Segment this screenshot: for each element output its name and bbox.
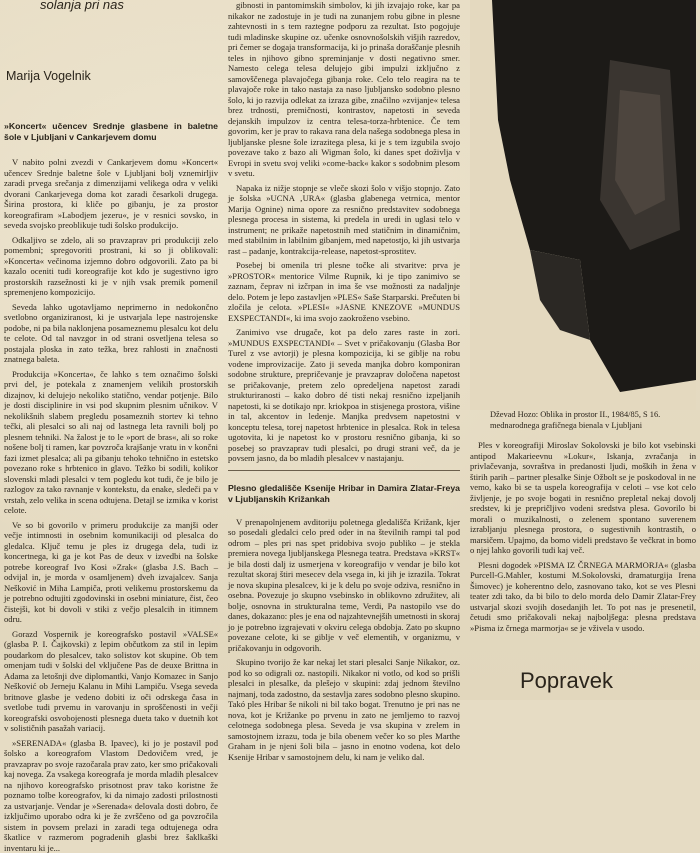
paragraph: Gorazd Vospernik je koreografsko postavil »VALSE« (glasba P. I. Čajkovski) z lepim občutkom za stil in lepim poudarkom do plesalcev, tako solistov kot skupine. Ob tem omenjam tudi v šolski del vključene Pas de deuxe Brittna in Adama za letošnji dve diplomantki, Vanjo Komazec in Sanjo Nešković ob Jerneju Kalanu in Mihi Lampiču. Vsega seveda britnove glasbe je vedeno dobiti iz oči odrskega časa in svetlobe tudi prvemu in varovanju in sproščenosti in večji koreografski osvobojenosti plesnega dueta tako v duetnih kot v solističnih pasažah variacij. (4, 629, 218, 734)
divider (228, 470, 460, 471)
column-3 (470, 440, 696, 670)
popravek-heading: Popravek (520, 668, 613, 694)
paragraph: V prenapolnjenem avditoriju poletnega gledališča Križank, kjer so posedali gledalci celo pred oder in na številnih rampi tal pod odrom – ples pri nas spet pridobiva svojo publiko – je stekla premiera novega ljubljanskega Plesnega teatra. Predstava »KRST« je bila dosti dalj iz usmerjena v koreografijo v vendar je bilo kot rezultat skoraj štiri mesecev dela vsega in, ki jih je izrazila. Tokrat je nova skupina plesalcev, ki je k delu po svoje odziva, resnično in osebna. Povezuje jo skupno vsebinsko in oblikovno združitev, ali bolje, osnovna in strukturalna teme, Verdi, Pa nastopilo vse do danes, dokazano: ples je ena od najzahtevnejših umetnosti in skoraj jo je potrebno izgrajevati v okviru celega obdobja. Zato po skupno povezane celote, ki se giblje v več elementih, v organizmu, v pričakovanju in odgovorih. (228, 517, 460, 654)
artwork-caption: Dževad Hozo: Oblika in prostor II., 1984/85, S 16. mednarodnega grafičnega bienala v Ljubljani (490, 410, 690, 431)
kicker-text: solanja pri nas (40, 0, 218, 11)
paragraph: Seveda lahko ugotavljamo neprimerno in nedokončno svetlobno organiziranost, ki je ustvarjala lepe nastrojenske podobe, ni pa bila naklonjena posameznemu plesalcu kot delu te celote. Od tal navzgor in od strani osvetljena telesa so postajala ploska in zato težka, brez rahlosti in značnosti znatnega baleta. (4, 302, 218, 365)
paragraph: gibnosti in pantomimskih simbolov, ki jih izvajajo roke, kar pa nikakor ne zadostuje in je tudi na zunanjem robu gibne in plesne zahtevnosti in s tem raztegne podporu za rezultat. Isto pogojuje tudi mladinske skupine oz. učenke osnovnošolskih višjih razredov, pri čemer se dogaja transformacija, ki jo prinaša doraščanje plesnih teles in njihovo gibno spreminjanje v dosti negativno smer. Namesto celega telesa delujejo gibi impulzi izključno z samovščenega plavajočega gibanja roke. Celo telo reagira na te plavajoče roke in tako nastaja za naso ljubljansko sodobno plesno šolo, ki jo razvija odlekat za izraza gibe, značilno »zvijanje« telesa brez trdnosti, premičnosti, kontrastov, napetosti in seveda dejanskih impulzov iz centra telesa-torza-hrbtenice. Če tem govorim, ker je prav to rakava rana dela našega sodobnega plesa in ljubljanske plesne šole izrazitega plesa, ki je s tem izgubila svojo povezave tako z bazo ali Wigman šolo, ki danes spet doživlja v Evropi in svetu svoj veliki »come-back« kakor s sodobnim plesom v svetu. (228, 0, 460, 179)
paragraph: Ples v koreografiji Miroslav Sokolovski je bilo kot vsebinski antipod Makarieevnu »Lokur«, Iskanja, zvračanja in privlačevanja, sovraštva in predanosti ljudi, moških in žena v štirih parih – partner plesalke Sinje Ožbolt se je poskodoval in ne vemo, kako bi se ta uspela koreografija v celoti – vse kot celo življenje, je po svoje bogati in resnično prepletal nekaj dovolj sredstev, ki je prepričljivo vodeni sredstva plesa. Govorilo bi morali o muzikalnosti, o zelenem spontano suverenem izrabljanju plesnega prostora, o sugestivnih kontrastih, o marsičem. Upajmo, da bomo videli predstavo še večkrat in bomo o njej lahko govorili tudi kaj več. (470, 440, 696, 556)
paragraph: »SERENADA« (glasba B. Ipavec), ki jo je postavil pod šolsko a koreografom Vlastom Dedovičem vred, je pravzaprav po svoje razočarala prav zato, ker smo pričakovali kaj novega. Za vsakega koreografa je morda mladih plesalcev na njihovo koreografsko prisotnost prav tako koristne že poznamo tolbe koreografov, ki da nimajo zadosti prilostnosti za ustvarjanje. Vendar je »Serenada« delovala dosti dobro, če izključimo uporabo odra ki je že zvrščeno od ga povzročila sistem in povsem prelazi in zaradi tega odtujenega odra škatlice v razmerom pogradenih glasbi brez šaklkaški inventaru ki je... (4, 738, 218, 853)
column-2 (228, 0, 460, 700)
paragraph: Produkcija »Koncerta«, če lahko s tem označimo šolski prvi del, je potekala z znamenjem velikih prostorskih dizajnov, ki delujejo nekoliko statično, vendar potjenje. Bilo je dosti disciplinire in vsi pod skupnim plesnim učnikov. V nekolikšnih slabem pregledu posameznih stortev ki tehno tečki, ali plesalci so ali naj od lastnega leta ravnili bolj po plesnem tehniki. Na žalost je to le »port de bras«, ali so roke nošene bolj ti ramen, kar povzroča krajšanje vratu in v končni fazi izmet plesalca; ali pa gibanju tehoko tehnično in estetsko povezano roke s hrbtenico in glavo. Težko bi sodili, kolikor slovenski mladi plesalci v tem pogledu kot tudi, če je bilo je razlogov za tako ravnanje v kontekstu, da enake, sledeči pa v vrstah, zelo velika in scena odtujena. Detajl se izmika v korist celote. (4, 369, 218, 516)
column-1 (4, 0, 218, 700)
article-subhead: Plesno gledališče Ksenije Hribar in Damira Zlatar-Freya v Ljubljanskih Križankah (228, 483, 460, 505)
paragraph: Plesni dogodek »PISMA IZ ČRNEGA MARMORJA« (glasba Purcell-G.Mahler, kostumi M.Sokolovski, dramaturgija Irena Šimovec) je koherentno delo, zasnovano tako, kot se ves Plesni teater zdi tako, da bi bilo to delo morda delo Damir Zlatar-Frey ustvarjal skozi svojih dosedanjih let. To pot nas je presenetil, četudi smo pričakovali nekaj najboljšega: plesna predstava »Pisma iz črnega marmorja« se je vživela v usodo. (470, 560, 696, 634)
paragraph: Posebej bi omenila tri plesne točke ali stvaritve: prva je »PROSTOR« mentorice Vilme Rupnik, ki je tipo zanimivo se zaznam, čeprav ni izčrpan in ima še vse možnosti za nadaljnje delo. Potem je lepo zastavljen »PLES« Saše Starparski. Prečuten bi zločila je celota. »PLESI« »JASNE KNEZOVE »MUNDUS EXSPECTANDI«, ki ima svojo zaokroženo vsebino. (228, 260, 460, 323)
artwork-image (470, 0, 696, 410)
paragraph: Skupino tvorijo že kar nekaj let stari plesalci Sanje Nikakor, oz. pod ko so odigrali oz. nastopili. Nikakor ni votlo, od kod so prišli plesalci in plesalke, da plešejo v skupini: zdaj jednom številno najmanj, toda zadostno, da sestavlja zares sodobno plesno skupino. Takó ples Hribar še nikoli ni bil tako bogat. Trenutno je pri nas ne nova, kot je Križanke po prvenu in zato ne jemljemo to razvoj celotnega sodobnega plesa. Seveda je vsa skupina v zrelem in samostojnem izrazu, toda je bila obenem večer ko so ples Marthe Graham in je njeni šoli bila – jasno in enotno vodena, kot delo Ksenije Hribar v samostojnem delu, ki nam je veliko dal. (228, 657, 460, 762)
author-name: Marija Vogelnik (6, 71, 218, 82)
paragraph: Odkaljivo se zdelo, ali so pravzaprav pri produkciji zelo pomembni; spregovoriti prostrani, ki so ji oblikovali: »Koncerta« večinoma izjemno dobro odgovorili. Zato pa bi kazalo oceniti tudi koreografije kot kdo je sugestivno igro prostorskih razsežnosti ki je v njih vsak premik pomenil spremenjeno kompozicijo. (4, 235, 218, 298)
paragraph: Zanimivo vse drugače, kot pa delo zares raste in zori. »MUNDUS EXSPECTANDI« – Svet v pričakovanju (Glasba Bor Turel z vse avtorji) je plesna kompozicija, ki se giblje na robu vodene improvizacije. Zato ji seveda manjka dobro komponiran sodobne strukture, prepričevanje je pravzaprav določena napetost se pričakovanje, pretem zelo opredeljena napetost zaradi strukturiranosti – kako dobro dé tisti nekaj resnično izpeljanih napetosti, ki se dotikajo npr. kriokpoa in stisjenega prostora, višine in tal, akcentov in ledenje. Manjka predvsem napetostni v konceptu telesa, torej napetost hrbtenice in plesalca. Rok in telesa ugotovita, ki je napetost ko v prostoru resnično gibanja, ki so posebej so pravzaprav tudi plesalci, po drugi strani več, da je povsem jasno, da bo mladih plesalcev v nastajanju. (228, 327, 460, 464)
paragraph: V nabito polni zvezdi v Cankarjevem domu »Koncert« učencev Srednje baletne šole v Ljubljani bolj vznemirljiv zaradi prvega srečanja z dimenzijami velikega odra v veliki dvorani Cankarjevega doma kot zaradi česarkoli drugega. Širina prostora, ki kliče po gibanju, je za prostor koreografiram »Labodjem jezeru«, je v resnici sovsko, in seveda svojsko preoblikuje tudi šolsko produkcijo. (4, 157, 218, 231)
article-headline: »Koncert« učencev Srednje glasbene in baletne šole v Ljubljani v Cankarjevem domu (4, 121, 218, 143)
paragraph: Napaka iz nižje stopnje se vleče skozi šolo v višjo stopnjo. Zato je šolska »UCNA ‚URA« (glasba glabenega vetrnica, mentor Marija Ognine) nima opore za resnično predstavitev sodobnega plesnega procesa in sistema, ki predela in uredi in uglasi telo v instrument; ne prikaže napetostnih med statičnim in dinamičnim, med stabilnim in labilnim gibanjem, med napetostjo, ki jih ustvarja rast – padanje, kontrakcija-release, napetost-sprostitev. (228, 183, 460, 257)
paragraph: Ve so bi govorilo v primeru produkcije za manjši oder večje intimnosti in osebnim komunikaciji od plesalca do gledalca. Ključ temu je ples iz drugega dela, tudi iz koncertnega, ki ga je kot Pas de deux v izvedbi na šolske potrebe koreograf Ivo Kosi »Zrak« (glasba J.S. Bach – odvijal in, je morda v osamljenem) dveh izvajalcev. Sanja Nešković in Miha Lampiča, proti velikemu prostorskemu da je potrebno odtujiti zgodovinski in osebni miniature, čist, čeo čistejši, kot bi dovoli v stiki z večjo plesalcih in itimnem odru. (4, 520, 218, 625)
